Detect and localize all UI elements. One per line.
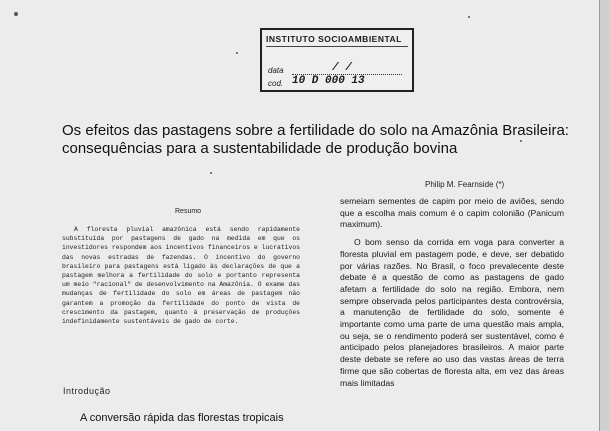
stamp-cod-value: 10 D 000 13 bbox=[292, 75, 365, 87]
stamp-title: INSTITUTO SOCIOAMBIENTAL bbox=[266, 34, 408, 47]
introduction-heading: Introdução bbox=[63, 386, 111, 396]
resumo-heading: Resumo bbox=[175, 208, 202, 215]
right-paragraph-1: semeiam sementes de capim por meio de aviões, sendo que a escolha mais comum é o capim colonião (Panicum maximum). bbox=[340, 196, 564, 230]
author-name: Philip M. Fearnside (*) bbox=[425, 180, 505, 189]
scan-speck bbox=[520, 140, 522, 142]
scan-speck bbox=[14, 12, 18, 16]
scan-speck bbox=[236, 52, 238, 54]
stamp-data-value: / / bbox=[332, 62, 352, 74]
article-title: Os efeitos das pastagens sobre a fertilidade do solo na Amazônia Brasileira: consequências para a sustentabilidade de produção bovina bbox=[62, 122, 569, 157]
stamp-data-label: data bbox=[268, 66, 284, 75]
scan-speck bbox=[210, 172, 212, 174]
page-edge-shadow bbox=[599, 0, 609, 431]
resumo-paragraph: A floresta pluvial amazônica está sendo rapidamente substituída por pastagens de gado na medida em que os investidores respondem aos incentivos financeiros e lucrativos das novas estradas de fazendas. O incentivo do governo brasileiro para pastagens está ligado às declarações de que a pastagem melhora a fertilidade do solo e portanto representa um meio "racional" de desenvolvimento na Amazônia. O exame das mudanças de fertilidade do solo em áreas de pastagem não garantem a promoção da fertilidade do ponto de vista de crescimento da pastagem, quanto à preservação de produções indefinidamente sustentáveis de gado de corte. bbox=[62, 226, 300, 326]
resumo-body bbox=[62, 225, 300, 326]
right-paragraph-2: O bom senso da corrida em voga para converter a floresta pluvial em pastagem pode, e deve, ser debatido por várias razões. No Brasil, o foco prevalecente deste debate é a questão de como as pastagens de gado afetam a fertilidade do solo na região. Embora, nem sempre observada pelos participantes desta controvérsia, a manutenção de fertilidade do solo, somente é importante como uma parte de uma questão mais ampla, ou seja, se o rendimento poderá ser sustentável, como é anticipado pelos planejadores brasileiros. A maior parte deste debate se refere ao uso das vastas áreas de terra firme que são cobertas de floresta alta, em vez das áreas mais limitadas bbox=[340, 237, 564, 388]
stamp-cod-label: cod. bbox=[268, 79, 284, 88]
institution-stamp bbox=[260, 28, 414, 92]
scan-speck bbox=[468, 16, 470, 18]
right-column bbox=[340, 196, 564, 395]
introduction-first-line: A conversão rápida das florestas tropicais bbox=[80, 412, 284, 424]
